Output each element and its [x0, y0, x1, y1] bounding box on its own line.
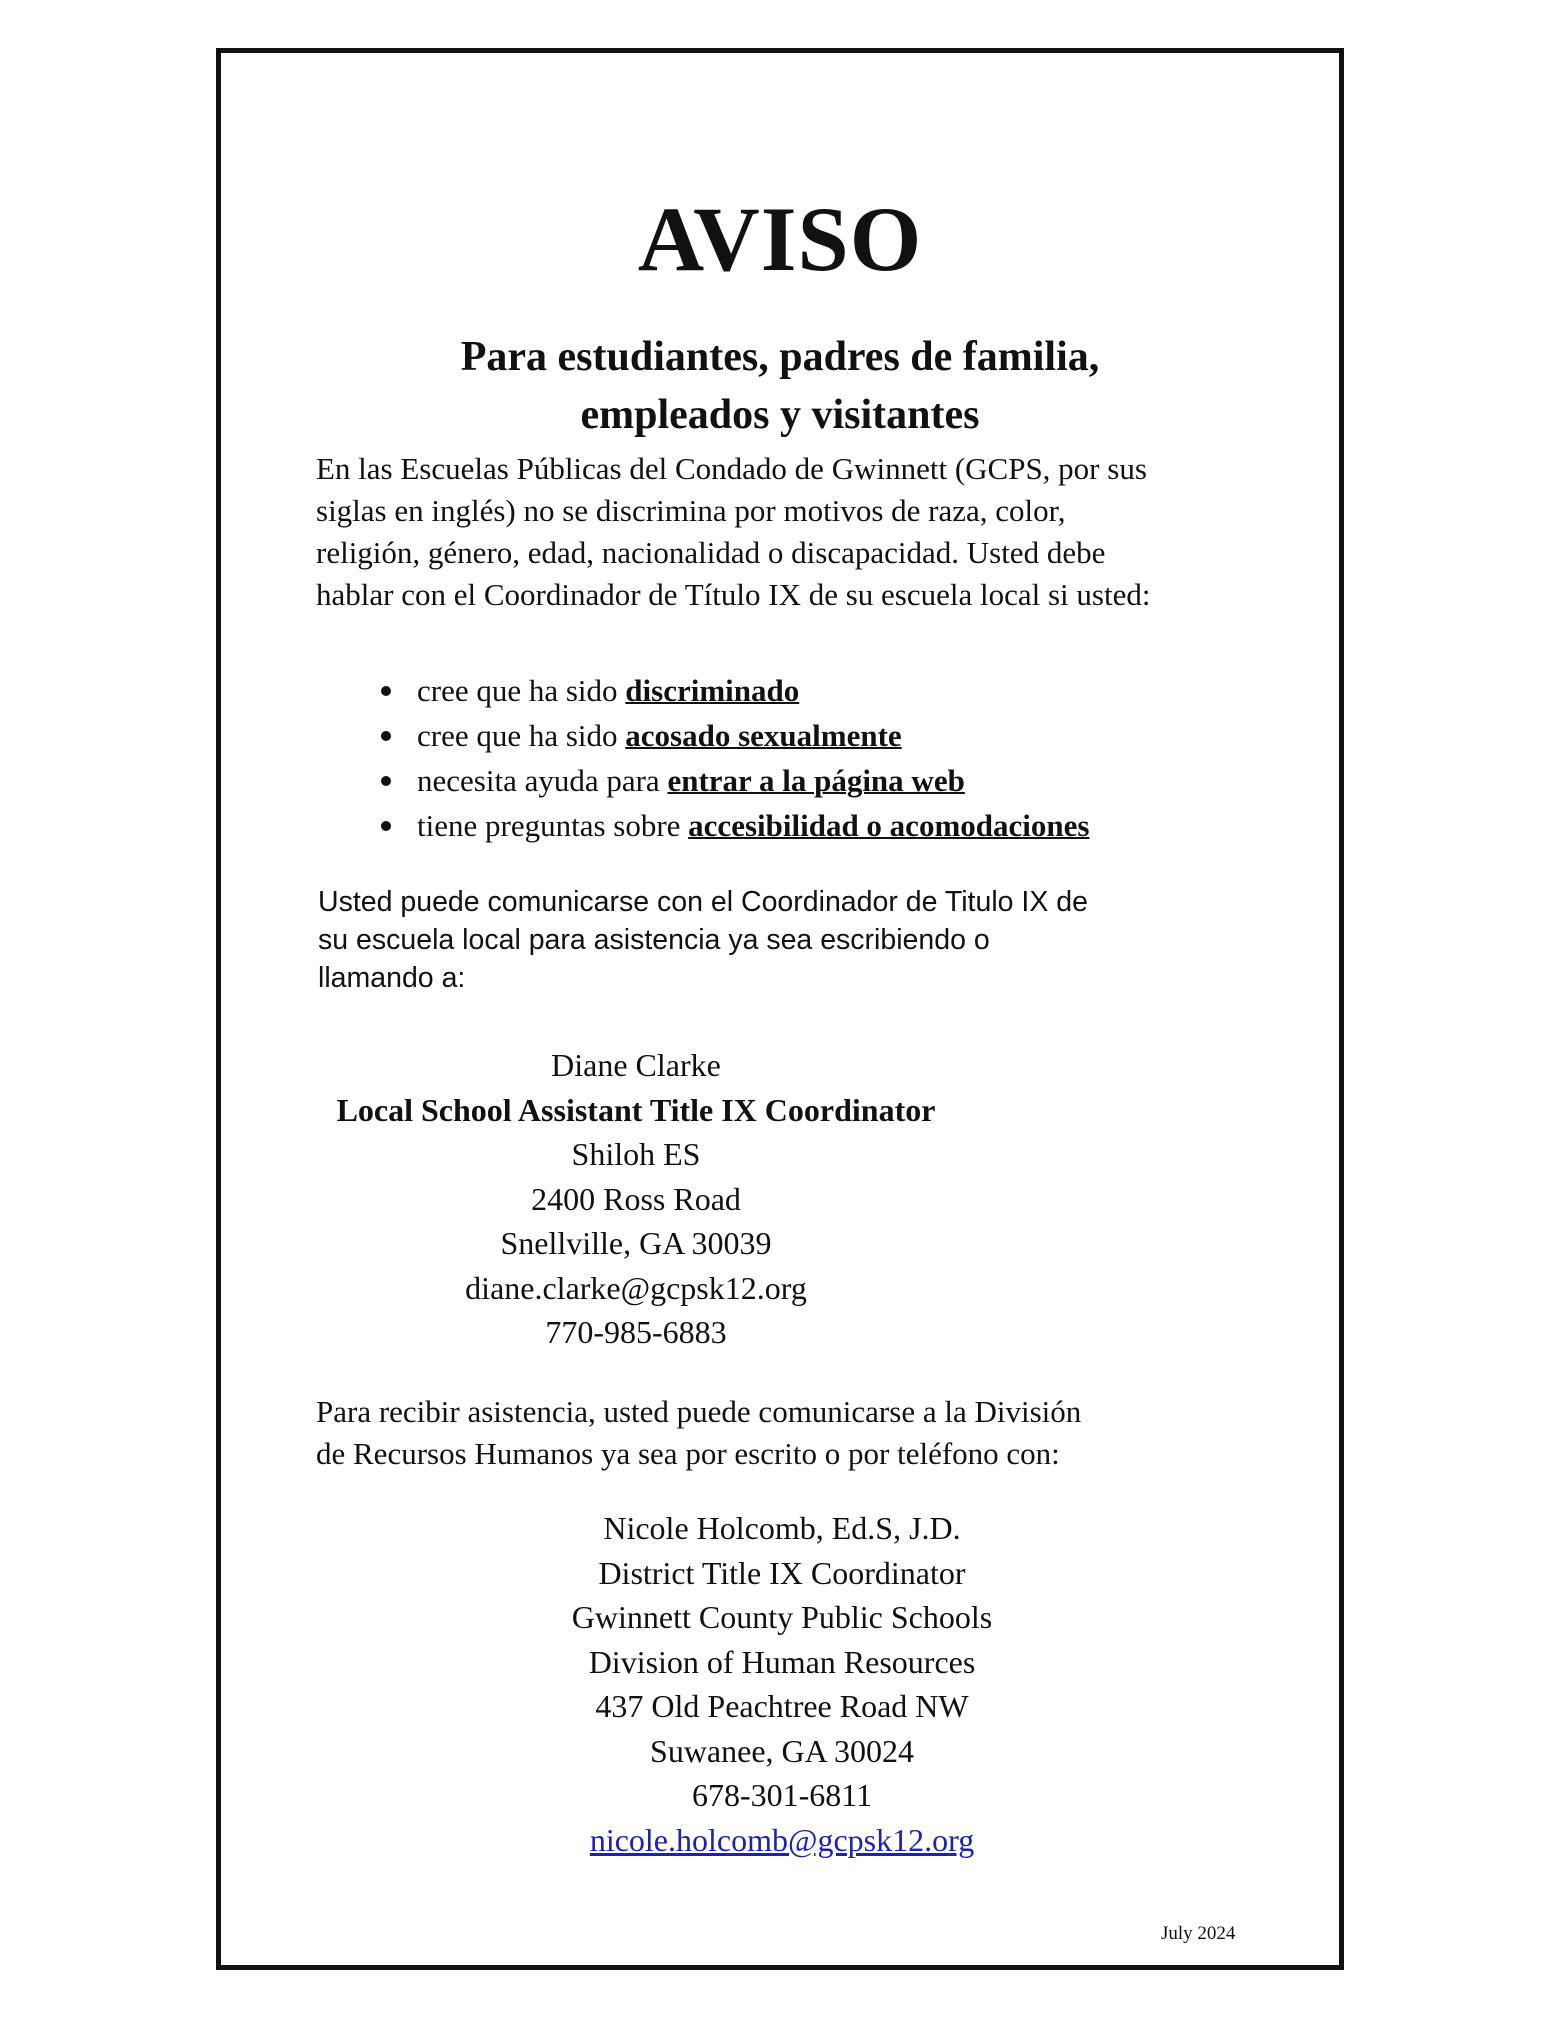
bullet-icon	[381, 821, 391, 831]
district-contact-city: Suwanee, GA 30024	[650, 1732, 914, 1769]
intro-line: En las Escuelas Públicas del Condado de Gwinnett (GCPS, por sus	[316, 451, 1147, 486]
district-contact-division: Division of Human Resources	[588, 1643, 976, 1680]
district-contact-street: 437 Old Peachtree Road NW	[595, 1688, 969, 1724]
local-contact-school: Shiloh ES	[571, 1136, 701, 1172]
intro-line: religión, género, edad, nacionalidad o discapacidad. Usted debe	[316, 535, 1106, 570]
list-item	[381, 758, 1089, 803]
notice-title: AVISO	[637, 188, 923, 290]
local-contact-email: diane.clarke@gcpsk12.org	[465, 1269, 807, 1306]
local-contact-name: Diane Clarke	[551, 1047, 721, 1083]
contact-intro-line: su escuela local para asistencia ya sea escribiendo o	[318, 924, 990, 956]
contact-intro-line: llamando a:	[318, 962, 466, 994]
list-item	[381, 668, 1089, 713]
list-item-text: cree que ha sido	[417, 673, 626, 708]
hr-intro-paragraph	[316, 1391, 1216, 1475]
local-contact-role: Local School Assistant Title IX Coordinator	[336, 1091, 936, 1128]
local-contact-city: Snellville, GA 30039	[500, 1225, 772, 1261]
subtitle-line: empleados y visitantes	[580, 392, 980, 438]
contact-intro-paragraph	[318, 883, 1218, 997]
hr-intro-line: de Recursos Humanos ya sea por escrito o por teléfono con:	[316, 1436, 1060, 1471]
subtitle-line: Para estudiantes, padres de familia,	[460, 334, 1100, 380]
hr-intro-line: Para recibir asistencia, usted puede comunicarse a la División	[316, 1394, 1082, 1429]
website-access-link[interactable]: entrar a la página web	[667, 763, 965, 798]
district-contact-organization: Gwinnett County Public Schools	[571, 1599, 993, 1635]
district-contact-phone: 678-301-6811	[691, 1777, 873, 1813]
local-contact-block	[221, 1043, 1051, 1355]
contact-intro-line: Usted puede comunicarse con el Coordinador de Titulo IX de	[318, 886, 1088, 918]
discriminated-link[interactable]: discriminado	[625, 673, 800, 708]
local-contact-street: 2400 Ross Road	[531, 1180, 741, 1217]
district-contact-name: Nicole Holcomb, Ed.S, J.D.	[603, 1510, 961, 1546]
list-item	[381, 803, 1089, 848]
district-contact-email-link[interactable]: nicole.holcomb@gcpsk12.org	[589, 1821, 975, 1858]
list-item-text: tiene preguntas sobre	[417, 808, 689, 843]
notice-subtitle	[221, 328, 1339, 444]
intro-line: siglas en inglés) no se discrimina por motivos de raza, color,	[316, 493, 1066, 528]
intro-paragraph	[316, 448, 1276, 616]
bullet-icon	[381, 776, 391, 786]
notice-frame	[216, 48, 1344, 1970]
list-item-text: necesita ayuda para	[417, 763, 668, 798]
bullet-icon	[381, 686, 391, 696]
district-contact-role: District Title IX Coordinator	[598, 1554, 966, 1591]
harassment-link[interactable]: acosado sexualmente	[625, 718, 902, 753]
district-contact-block	[221, 1506, 1343, 1862]
reasons-list	[381, 668, 1089, 848]
list-item-text: cree que ha sido	[417, 718, 626, 753]
local-contact-phone: 770-985-6883	[545, 1314, 727, 1350]
accessibility-link[interactable]: accesibilidad o acomodaciones	[688, 808, 1090, 843]
footer-date: July 2024	[1161, 1923, 1236, 1944]
intro-line: hablar con el Coordinador de Título IX de su escuela local si usted:	[316, 577, 1151, 612]
list-item	[381, 713, 1089, 758]
bullet-icon	[381, 731, 391, 741]
